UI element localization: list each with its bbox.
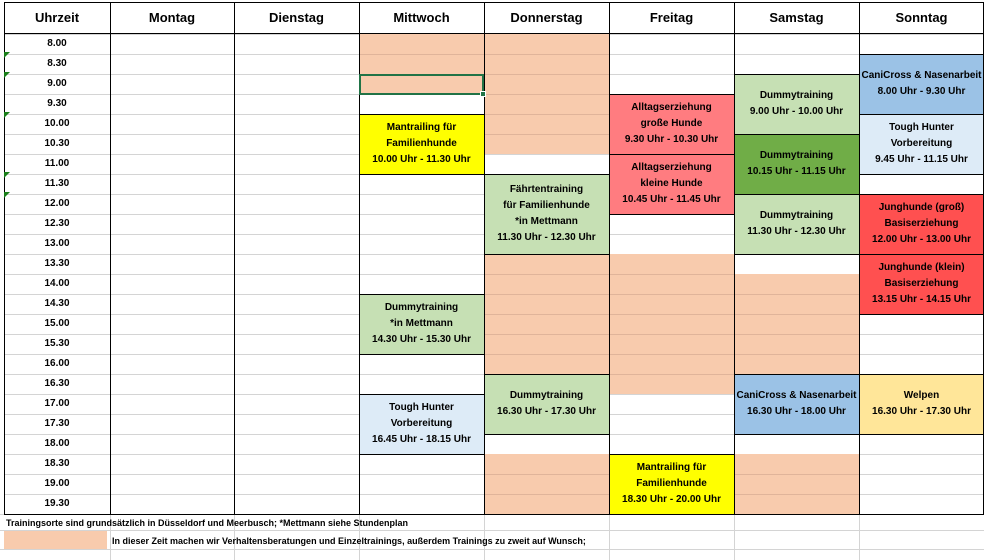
time-label: 10.00 <box>44 118 70 129</box>
time-label: 19.30 <box>44 498 70 509</box>
availability-block <box>609 254 734 394</box>
event-border <box>609 454 734 455</box>
grid-row-line <box>484 314 609 315</box>
event-canicross-sonntag[interactable]: CaniCross & Nasenarbeit 8.00 Uhr - 9.30 Uhr <box>859 54 984 114</box>
time-label: 16.00 <box>44 358 70 369</box>
header-sonntag: Sonntag <box>895 9 948 25</box>
column-border <box>484 2 485 514</box>
event-border <box>859 194 984 195</box>
time-label: 11.00 <box>44 158 70 169</box>
column-border <box>4 2 5 514</box>
grid-row-line <box>484 74 609 75</box>
event-border <box>734 254 859 255</box>
time-label: 10.30 <box>44 138 70 149</box>
grid-row-line <box>484 274 609 275</box>
event-border <box>859 254 984 255</box>
event-tough-hunter-mittwoch[interactable]: Tough Hunter Vorbereitung 16.45 Uhr - 18.15 Uhr <box>359 394 484 454</box>
cell-note-marker <box>4 72 10 78</box>
cell-note-marker <box>4 172 10 178</box>
header-samstag: Samstag <box>769 9 824 25</box>
cell-note-marker <box>4 112 10 118</box>
event-border <box>484 254 609 255</box>
grid-row-line <box>0 549 984 550</box>
event-border <box>359 294 484 295</box>
event-border <box>359 114 484 115</box>
grid-row-line <box>609 294 734 295</box>
event-border <box>609 94 734 95</box>
event-border <box>609 214 734 215</box>
time-label: 15.00 <box>44 318 70 329</box>
grid-row-line <box>609 334 734 335</box>
table-border <box>4 2 984 3</box>
grid-row-line <box>484 474 609 475</box>
fill-handle[interactable] <box>480 91 486 97</box>
grid-row-line <box>359 54 484 55</box>
grid-row-line <box>609 314 734 315</box>
grid-row-line <box>484 134 609 135</box>
event-mantrailing-freitag[interactable]: Mantrailing für Familienhunde 18.30 Uhr - 20.00 Uhr <box>609 454 734 514</box>
time-label: 11.30 <box>44 178 70 189</box>
event-border <box>359 394 484 395</box>
time-label: 17.30 <box>44 418 70 429</box>
cell-note-marker <box>4 192 10 198</box>
column-border <box>859 2 860 514</box>
time-label: 16.30 <box>44 378 70 389</box>
availability-block <box>484 454 609 514</box>
grid-row-line <box>484 354 609 355</box>
event-border <box>359 174 484 175</box>
selected-cell[interactable] <box>359 74 484 95</box>
event-border <box>734 194 859 195</box>
grid-col-line <box>609 514 610 560</box>
event-border <box>859 434 984 435</box>
availability-block <box>734 454 859 514</box>
header-uhrzeit: Uhrzeit <box>34 9 80 25</box>
event-border <box>859 114 984 115</box>
grid-row-line <box>734 314 859 315</box>
grid-row-line <box>609 354 734 355</box>
event-border <box>609 514 734 515</box>
header-donnerstag: Donnerstag <box>510 9 583 25</box>
time-label: 13.30 <box>44 258 70 269</box>
grid-row-line <box>734 494 859 495</box>
legend-text: In dieser Zeit machen wir Verhaltensberatungen und Einzeltrainings, außerdem Trainings zu zweit auf Wunsch; <box>112 536 586 546</box>
event-border <box>734 374 859 375</box>
time-label: 18.30 <box>44 458 70 469</box>
event-dummytraining-samstag-1[interactable]: Dummytraining 9.00 Uhr - 10.00 Uhr <box>734 74 859 134</box>
column-border <box>734 2 735 514</box>
time-label: 17.00 <box>44 398 70 409</box>
header-montag: Montag <box>148 9 196 25</box>
time-label: 12.30 <box>44 218 70 229</box>
grid-row-line <box>484 294 609 295</box>
event-border <box>359 354 484 355</box>
cell-note-marker <box>4 52 10 58</box>
event-border <box>859 314 984 315</box>
legend-swatch <box>4 531 107 549</box>
event-faehrtentraining-donnerstag[interactable]: Fährtentraining für Familienhunde *in Mettmann 11.30 Uhr - 12.30 Uhr <box>484 174 609 254</box>
event-welpen-sonntag[interactable]: Welpen 16.30 Uhr - 17.30 Uhr <box>859 374 984 434</box>
event-border <box>734 74 859 75</box>
grid-row-line <box>734 474 859 475</box>
grid-row-line <box>609 274 734 275</box>
grid-row-line <box>484 94 609 95</box>
grid-row-line <box>484 114 609 115</box>
locations-note: Trainingsorte sind grundsätzlich in Düsseldorf und Meerbusch; *Mettmann siehe Stundenplan <box>6 518 409 528</box>
time-label: 9.30 <box>47 98 67 109</box>
event-junghunde-klein-sonntag[interactable]: Junghunde (klein) Basiserziehung 13.15 Uhr - 14.15 Uhr <box>859 254 984 314</box>
grid-row-line <box>0 530 984 531</box>
time-label: 14.30 <box>44 298 70 309</box>
event-dummytraining-donnerstag[interactable]: Dummytraining 16.30 Uhr - 17.30 Uhr <box>484 374 609 434</box>
table-border <box>4 514 984 515</box>
time-label: 8.30 <box>47 58 67 69</box>
grid-col-line <box>734 514 735 560</box>
event-border <box>859 54 984 55</box>
event-tough-hunter-sonntag[interactable]: Tough Hunter Vorbereitung 9.45 Uhr - 11.15 Uhr <box>859 114 984 174</box>
time-label: 14.00 <box>44 278 70 289</box>
event-alltagserziehung-klein-freitag[interactable]: Alltagserziehung kleine Hunde 10.45 Uhr - 11.45 Uhr <box>609 154 734 214</box>
time-label: 9.00 <box>47 78 67 89</box>
event-border <box>609 154 734 155</box>
time-label: 19.00 <box>44 478 70 489</box>
grid-row-line <box>734 334 859 335</box>
event-border <box>859 174 984 175</box>
grid-row-line <box>484 334 609 335</box>
event-border <box>484 174 609 175</box>
time-label: 8.00 <box>47 38 67 49</box>
event-border <box>359 454 484 455</box>
event-border <box>484 374 609 375</box>
event-alltagserziehung-gross-freitag[interactable]: Alltagserziehung große Hunde 9.30 Uhr - 10.30 Uhr <box>609 94 734 154</box>
event-border <box>484 434 609 435</box>
grid-col-line <box>859 514 860 560</box>
event-mantrailing-mittwoch[interactable]: Mantrailing für Familienhunde 10.00 Uhr - 11.30 Uhr <box>359 114 484 174</box>
event-canicross-samstag[interactable]: CaniCross & Nasenarbeit 16.30 Uhr - 18.00 Uhr <box>734 374 859 434</box>
grid-row-line <box>734 294 859 295</box>
event-dummytraining-samstag-2[interactable]: Dummytraining 10.15 Uhr - 11.15 Uhr <box>734 134 859 194</box>
table-border <box>4 33 984 34</box>
grid-row-line <box>609 374 734 375</box>
grid-row-line <box>484 54 609 55</box>
grid-row-line <box>734 354 859 355</box>
time-label: 15.30 <box>44 338 70 349</box>
event-border <box>859 374 984 375</box>
time-label: 18.00 <box>44 438 70 449</box>
event-border <box>734 134 859 135</box>
column-border <box>110 2 111 514</box>
header-dienstag: Dienstag <box>269 9 324 25</box>
availability-block <box>734 274 859 374</box>
grid-row-line <box>484 494 609 495</box>
event-border <box>734 434 859 435</box>
time-label: 13.00 <box>44 238 70 249</box>
column-border <box>234 2 235 514</box>
time-label: 12.00 <box>44 198 70 209</box>
header-freitag: Freitag <box>649 9 694 25</box>
event-dummytraining-mittwoch[interactable]: Dummytraining *in Mettmann 14.30 Uhr - 15.30 Uhr <box>359 294 484 354</box>
event-junghunde-gross-sonntag[interactable]: Junghunde (groß) Basiserziehung 12.00 Uhr - 13.00 Uhr <box>859 194 984 254</box>
event-dummytraining-samstag-3[interactable]: Dummytraining 11.30 Uhr - 12.30 Uhr <box>734 194 859 254</box>
column-border <box>609 2 610 514</box>
header-mittwoch: Mittwoch <box>393 9 450 25</box>
